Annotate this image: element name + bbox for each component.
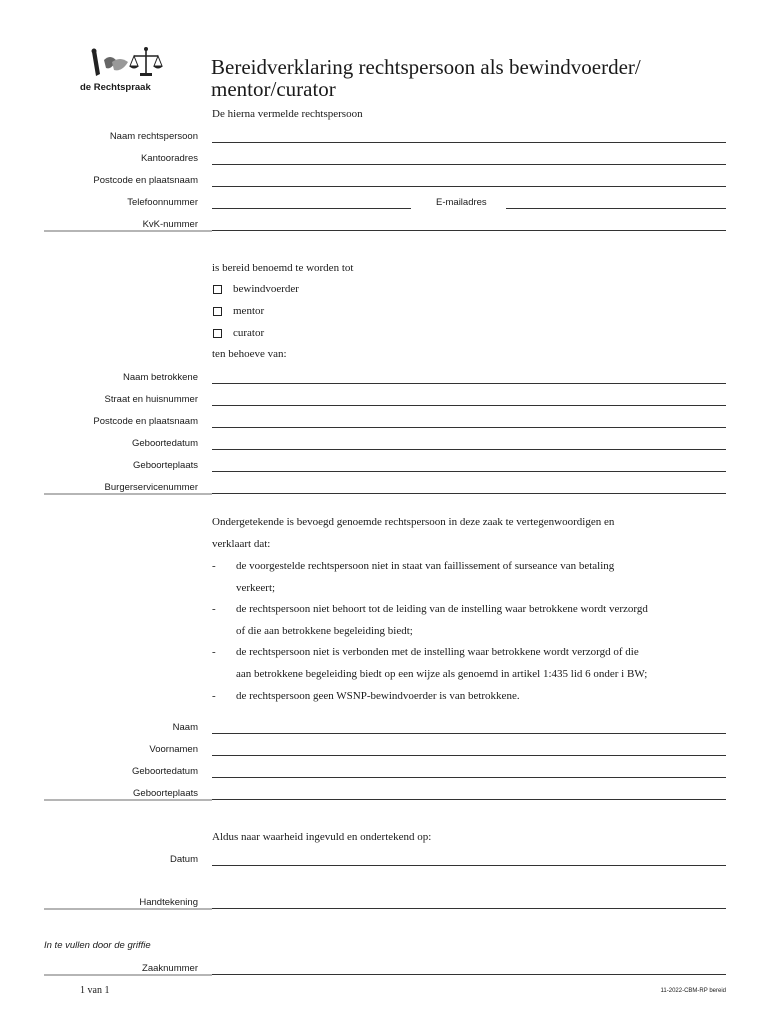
title-line-1: Bereidverklaring rechtspersoon als bewindvoerder/	[211, 55, 641, 79]
field-geboorteplaats-betrokkene[interactable]	[212, 471, 726, 472]
section-divider	[44, 493, 212, 495]
section1-intro: De hierna vermelde rechtspersoon	[212, 108, 363, 120]
checkbox-bewindvoerder[interactable]	[213, 285, 222, 294]
field-naam-betrokkene[interactable]	[212, 383, 726, 384]
bullet-dash: -	[212, 603, 216, 615]
section2-outro: ten behoeve van:	[212, 348, 287, 360]
section-divider	[44, 908, 212, 910]
label-geboorteplaats-betrokkene: Geboorteplaats	[133, 460, 198, 471]
field-kantooradres[interactable]	[212, 164, 726, 165]
bullet-dash: -	[212, 646, 216, 658]
option-curator: curator	[233, 327, 265, 339]
field-burgerservicenummer[interactable]	[212, 493, 726, 494]
field-geboorteplaats[interactable]	[212, 799, 726, 800]
checkbox-mentor[interactable]	[213, 307, 222, 316]
label-geboortedatum-betrokkene: Geboortedatum	[131, 438, 198, 449]
section-divider	[44, 230, 212, 232]
label-naam-betrokkene: Naam betrokkene	[123, 372, 198, 383]
field-geboortedatum-betrokkene[interactable]	[212, 449, 726, 450]
bullet-3-line1: de rechtspersoon niet is verbonden met de instelling waar betrokkene wordt verzorgd of die	[236, 646, 639, 658]
bullet-1-line2: verkeert;	[236, 582, 276, 594]
bullet-3-line2: aan betrokkene begeleiding biedt op een wijze als genoemd in artikel 1:435 lid 6 onder i BW;	[236, 668, 648, 680]
section3-intro-line1: Ondergetekende is bevoegd genoemde rechtspersoon in deze zaak te vertegenwoordigen en	[212, 516, 615, 528]
page-number: 1 van 1	[80, 985, 110, 996]
field-datum[interactable]	[212, 865, 726, 866]
field-zaaknummer[interactable]	[212, 974, 726, 975]
option-bewindvoerder: bewindvoerder	[233, 283, 299, 295]
label-burgerservicenummer: Burgerservicenummer	[104, 482, 198, 493]
field-naam-rechtspersoon[interactable]	[212, 142, 726, 143]
field-postcode-plaatsnaam[interactable]	[212, 186, 726, 187]
bullet-2-line2: of die aan betrokkene begeleiding biedt;	[236, 625, 413, 637]
page-title	[211, 56, 641, 100]
bullet-2-line1: de rechtspersoon niet behoort tot de leiding van de instelling waar betrokkene wordt verzorgd	[236, 603, 648, 615]
option-mentor: mentor	[233, 305, 265, 317]
section-divider	[44, 799, 212, 801]
field-telefoonnummer[interactable]	[212, 208, 411, 209]
field-naam[interactable]	[212, 733, 726, 734]
field-emailadres[interactable]	[506, 208, 726, 209]
logo-text: de Rechtspraak	[80, 82, 151, 93]
label-zaaknummer: Zaaknummer	[142, 963, 198, 974]
field-voornamen[interactable]	[212, 755, 726, 756]
label-telefoonnummer: Telefoonnummer	[127, 197, 198, 208]
field-kvk-nummer[interactable]	[212, 230, 726, 231]
griffie-heading: In te vullen door de griffie	[44, 940, 151, 951]
label-naam: Naam	[172, 722, 198, 733]
label-emailadres: E-mailadres	[436, 197, 487, 208]
rechtspraak-logo-icon	[82, 46, 166, 84]
label-kvk-nummer: KvK-nummer	[142, 219, 198, 230]
field-handtekening[interactable]	[212, 908, 726, 909]
bullet-dash: -	[212, 560, 216, 572]
label-postcode-plaatsnaam-betrokkene: Postcode en plaatsnaam	[93, 416, 198, 427]
field-geboortedatum[interactable]	[212, 777, 726, 778]
section-divider	[44, 974, 212, 976]
bullet-dash: -	[212, 690, 216, 702]
title-line-2: mentor/curator	[211, 77, 336, 101]
bullet-4-line1: de rechtspersoon geen WSNP-bewindvoerder is van betrokkene.	[236, 690, 520, 702]
bullet-1-line1: de voorgestelde rechtspersoon niet in staat van faillissement of surseance van betaling	[236, 560, 615, 572]
checkbox-curator[interactable]	[213, 329, 222, 338]
label-handtekening: Handtekening	[139, 897, 198, 908]
label-voornamen: Voornamen	[149, 744, 198, 755]
label-naam-rechtspersoon: Naam rechtspersoon	[109, 131, 198, 142]
logo	[76, 46, 176, 96]
section3-intro-line2: verklaart dat:	[212, 538, 271, 550]
label-straat-huisnummer: Straat en huisnummer	[104, 394, 198, 405]
label-geboorteplaats: Geboorteplaats	[133, 788, 198, 799]
label-postcode-plaatsnaam: Postcode en plaatsnaam	[93, 175, 198, 186]
label-kantooradres: Kantooradres	[140, 153, 198, 164]
field-straat-huisnummer[interactable]	[212, 405, 726, 406]
section2-intro: is bereid benoemd te worden tot	[212, 262, 354, 274]
label-geboortedatum: Geboortedatum	[131, 766, 198, 777]
label-datum: Datum	[170, 854, 198, 865]
form-code: 11-2022-CBM-RP bereid	[660, 988, 726, 994]
field-postcode-plaatsnaam-betrokkene[interactable]	[212, 427, 726, 428]
section4-intro: Aldus naar waarheid ingevuld en ondertekend op:	[212, 831, 432, 843]
